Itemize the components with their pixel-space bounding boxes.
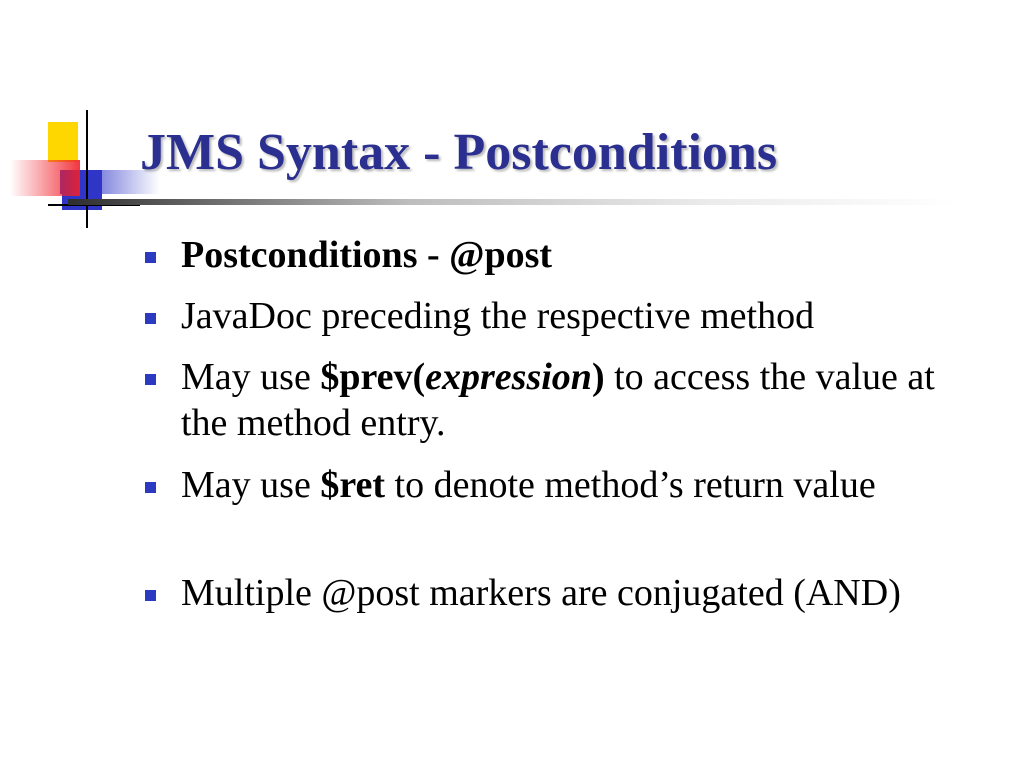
bullet-marker-icon (145, 590, 156, 601)
bullet-code-prefix: $prev( (320, 356, 426, 398)
bullet-text (181, 354, 961, 446)
logo-red-bar (10, 160, 80, 196)
bullet-text: Multiple @post markers are conjugated (AND) (181, 572, 901, 614)
bullet-marker-icon (145, 482, 156, 493)
bullet-code-argument: expression (425, 356, 592, 398)
bullet-marker-icon (145, 252, 156, 263)
bullet-text-pre: May use (181, 464, 321, 506)
slide-title: JMS Syntax - Postconditions (140, 124, 778, 181)
bullet-text (181, 232, 961, 278)
bullet-text-pre: May use (181, 356, 321, 398)
bullet-text-post: to access the value at the method entry. (181, 356, 935, 444)
bullet-text: JavaDoc preceding the respective method (181, 295, 815, 337)
logo-yellow-square (48, 122, 78, 162)
bullet-text (181, 462, 961, 508)
decorative-logo-icon (0, 100, 160, 240)
bullet-marker-icon (145, 313, 156, 324)
bullet-code-suffix: ) (591, 356, 605, 398)
bullet-text-post: to denote method’s return value (385, 464, 876, 506)
bullet-marker-icon (145, 374, 156, 385)
title-underline (68, 199, 958, 205)
bullet-code-ret: $ret (320, 464, 386, 506)
bullet-bold-text: Postconditions - @post (181, 234, 553, 276)
